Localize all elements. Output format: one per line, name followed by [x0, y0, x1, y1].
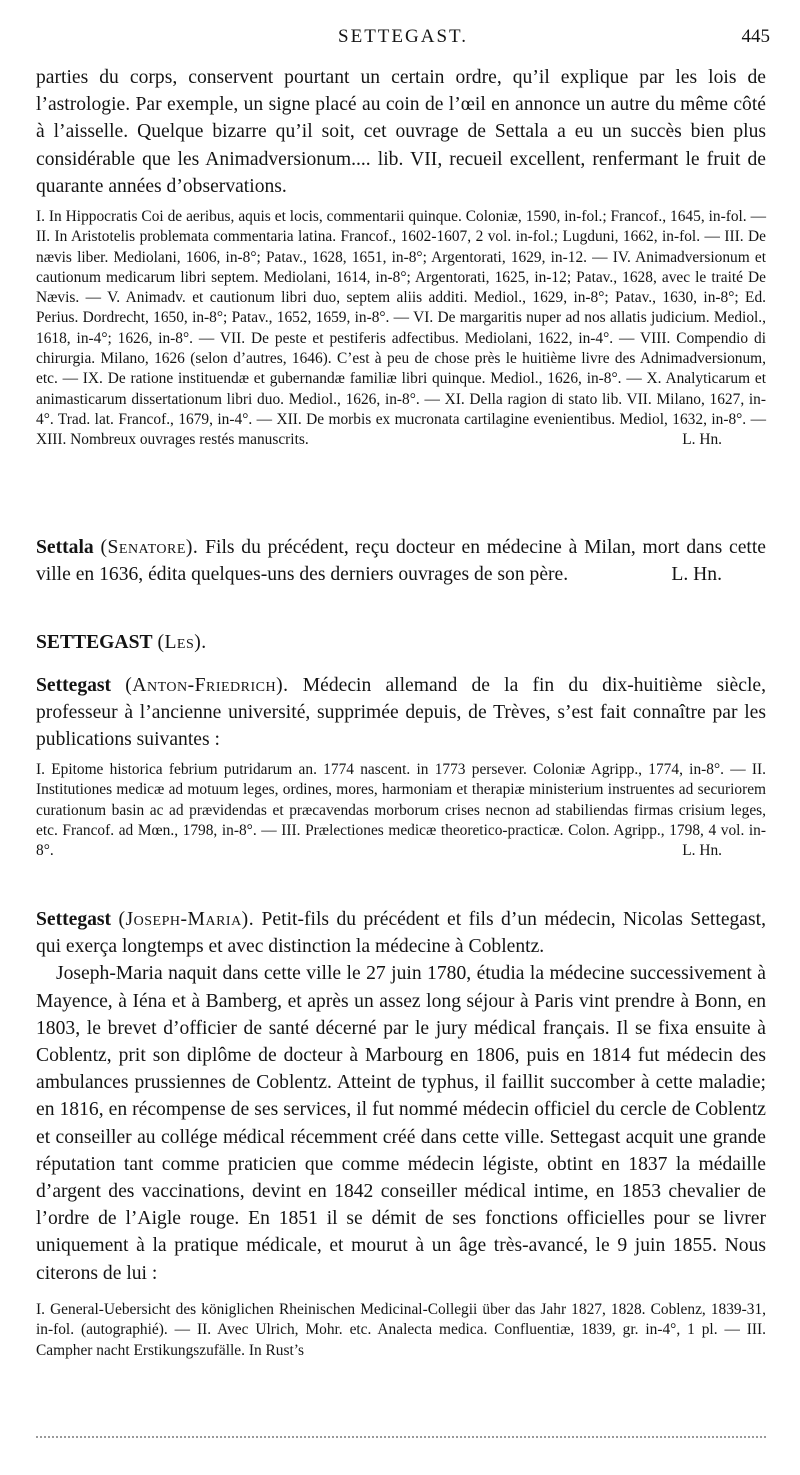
bibliography-joseph-maria [36, 1300, 766, 1361]
bibliography-text: I. Epitome historica febrium putridarum an. 1774 nascent. in 1773 persever. Coloniæ Agripp., 1774, in-8°. — II. Institutiones medicæ ad motuum leges, ordines, mores, harmoniam et therapiæ ministerium instruentes ad securiorem curationum basin ac ad prævidendas et præcavendas morborum crises necnon ad stabiliendas firmas crisium leges, etc. Francof. ad Mœn., 1798, in-8°. — III. Prælectiones medicæ theoretico-practicæ. Colon. Agripp., 1798, 4 vol. in-8°. [36, 761, 766, 860]
page-number: 445 [741, 26, 770, 47]
entry-headword: Settegast [36, 675, 112, 696]
entry-settegast-joseph-maria [36, 906, 766, 1287]
entry-biography: Joseph-Maria naquit dans cette ville le 27 juin 1780, étudia la médecine successivement à Mayence, à Iéna et à Bamberg, et après un assez long séjour à Paris vint prendre à Bonn, en 1803, le brevet d’officier de santé décerné par le jury médical français. Il se fixa ensuite à Coblentz, prit son diplôme de docteur à Marbourg en 1806, puis en 1814 fut médecin des ambulances prussiennes de Coblentz. Atteint de typhus, il faillit succomber à cette maladie; en 1816, en récompense de ses services, il fut nommé médecin officiel du cercle de Coblentz et conseiller au collége médical récemment créé dans cette ville. Settegast acquit une grande réputation tant comme praticien que comme médecin légiste, obtint en 1837 la médaille d’argent des vaccinations, devint en 1842 conseiller médical intime, en 1853 chevalier de l’ordre de l’Aigle rouge. En 1851 il se démit de ses fonctions officielles pour se livrer uniquement à la pratique médicale, et mourut à un âge très-avancé, le 9 juin 1855. Nous citerons de lui : [36, 963, 766, 1284]
entry-name: (Joseph-Maria). [118, 909, 255, 930]
entry-headword: Settala [36, 537, 94, 558]
author-signature: L. Hn. [682, 431, 722, 449]
running-head [36, 26, 770, 54]
entry-text: Petit-fils du précédent et fils d’un médecin, Nicolas Settegast, qui exerça longtemps et avec distinction la médecine à Coblentz. [36, 909, 766, 958]
paragraph-settala-continued [36, 64, 766, 200]
bibliography-text: I. In Hippocratis Coi de aeribus, aquis et locis, commentarii quinque. Coloniæ, 1590, in-fol.; Francof., 1645, in-fol. — II. In Aristotelis problemata commentaria latina. Francof., 1602-1607, 2 vol. in-fol.; Lugduni, 1662, in-fol. — III. De nævis liber. Mediolani, 1606, in-8°; Patav., 1628, 1651, in-8°; Argentorati, 1629, in-12. — IV. Animadversionum et cautionum medicarum libri septem. Mediolani, 1614, in-8°; Argentorati, 1625, in-12; Patav., 1628, avec le traité De Nævis. — V. Animadv. et cautionum libri duo, septem aliis additi. Mediol., 1629, in-8°; Patav., 1630, in-8°; Ed. Perius. Dordrecht, 1650, in-8°; Patav., 1652, 1659, in-8°. — VI. De margaritis nuper ad nos allatis judicium. Mediol., 1618, in-4°; 1626, in-8°. — VII. De peste et pestiferis adfectibus. Mediolani, 1622, in-4°. — VIII. Compendio di chirurgia. Milano, 1626 (selon d’autres, 1646). C’est à peu de chose près le huitième livre des Adnimadversionum, etc. — IX. De ratione instituendæ et gubernandæ familiæ libri quinque. Mediol., 1626, in-8°. — X. Analyticarum et animasticarum dissertationum libri duo. Mediol., 1626, in-8°. — XI. Della ragion di stato lib. VII. Milano, 1627, in-4°. Trad. lat. Francof., 1679, in-4°. — XII. De morbis ex mucronata cartilagine evenientibus. Mediol, 1632, in-8°. — XIII. Nombreux ouvrages restés manuscrits. [36, 208, 766, 449]
section-label: (Les). [157, 632, 207, 653]
bibliography-settala [36, 207, 766, 451]
author-signature: L. Hn. [671, 564, 722, 586]
entry-name: (Anton-Friedrich). [125, 675, 289, 696]
footer-divider [36, 1436, 766, 1438]
entry-settegast-anton-friedrich [36, 672, 766, 754]
paragraph-text: parties du corps, conservent pourtant un certain ordre, qu’il explique par les lois de l’astrologie. Par exemple, un signe placé au coin de l’œil en annonce un autre du même côté à l’aisselle. Quelque bizarre qu’il soit, cet ouvrage de Settala a eu un succès bien plus considérable que les Animadversionum.... lib. VII, recueil excellent, renfermant le fruit de quarante années d’observations. [36, 67, 766, 197]
entry-text: Médecin allemand de la fin du dix-huitième siècle, professeur à l’ancienne université, supprimée depuis, de Trèves, s’est fait connaître par les publications suivantes : [36, 675, 766, 751]
section-title [36, 632, 207, 654]
section-headword: SETTEGAST [36, 632, 153, 653]
bibliography-text: I. General-Uebersicht des königlichen Rheinischen Medicinal-Collegii über das Jahr 1827, 1828. Coblenz, 1839-31, in-fol. (autographié). — II. Avec Ulrich, Mohr. etc. Analecta medica. Confluentiæ, 1839, gr. in-4°, 1 pl. — III. Campher nacht Erstikungszufälle. In Rust’s [36, 1301, 766, 1359]
entry-headword: Settegast [36, 909, 112, 930]
author-signature: L. Hn. [682, 842, 722, 860]
bibliography-anton-friedrich [36, 760, 766, 861]
entry-text: Fils du précédent, reçu docteur en médecine à Milan, mort dans cette ville en 1636, édita quelques-uns des derniers ouvrages de son père. [36, 537, 766, 586]
entry-name: (Senatore). [100, 537, 199, 558]
running-title: SETTEGAST. [338, 26, 468, 47]
entry-settala-senatore [36, 534, 766, 588]
